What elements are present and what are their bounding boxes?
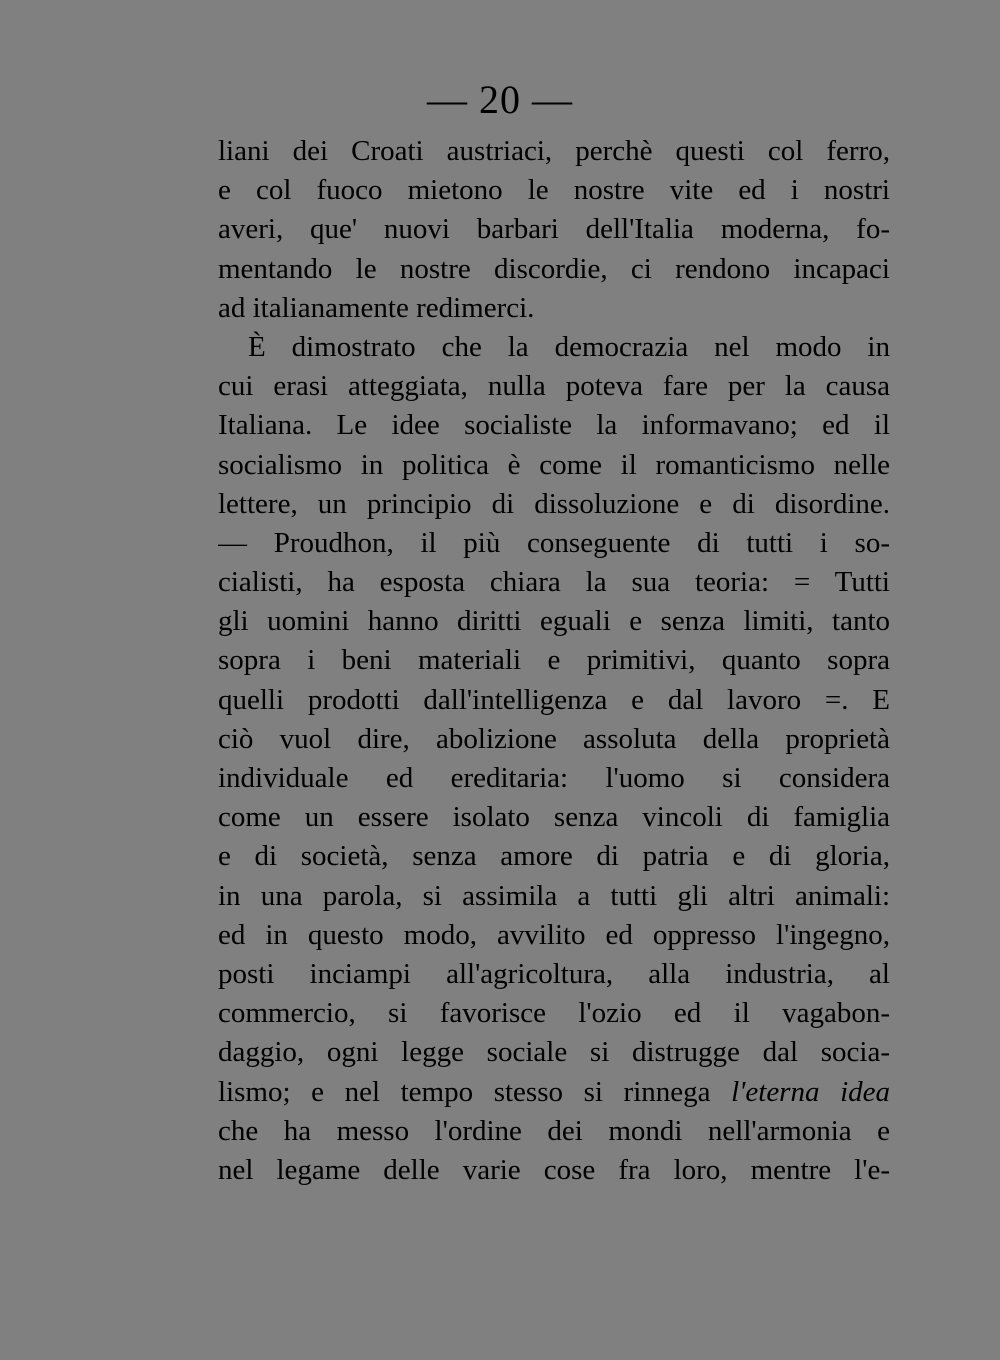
text-line-with-italic (218, 1073, 890, 1112)
text-line: È dimostrato che la democrazia nel modo in (248, 330, 890, 363)
text-line: socialismo in politica è come il romanticismo nelle (218, 448, 890, 481)
text-line: quelli prodotti dall'intelligenza e dal lavoro =. E (218, 683, 890, 716)
text-line: ad italianamente redimerci. (218, 291, 535, 324)
text-line: — Proudhon, il più conseguente di tutti i so- (218, 526, 890, 559)
text-line: liani dei Croati austriaci, perchè questi col ferro, (218, 135, 890, 167)
text-line: e di società, senza amore di patria e di gloria, (218, 840, 890, 873)
text-line-part: lismo; e nel tempo stesso si rinnega (218, 1075, 711, 1108)
text-line: individuale ed ereditaria: l'uomo si considera (218, 762, 890, 794)
text-line: gli uomini hanno diritti eguali e senza limiti, tanto (218, 605, 890, 638)
text-line: ciò vuol dire, abolizione assoluta della proprietà (218, 722, 890, 755)
text-line: che ha messo l'ordine dei mondi nell'armonia e (218, 1114, 890, 1147)
text-line: daggio, ogni legge sociale si distrugge dal socia- (218, 1036, 890, 1069)
text-line: come un essere isolato senza vincoli di famiglia (218, 801, 890, 834)
text-line: nel legame delle varie cose fra loro, mentre l'e- (218, 1153, 890, 1186)
text-line: cialisti, ha esposta chiara la sua teoria: = Tutti (218, 566, 890, 599)
page-number: — 20 — (427, 77, 573, 122)
text-line: e col fuoco mietono le nostre vite ed i nostri (218, 174, 890, 207)
text-line: in una parola, si assimila a tutti gli altri animali: (218, 879, 890, 912)
text-line: cui erasi atteggiata, nulla poteva fare per la causa (218, 370, 890, 403)
text-line: averi, que' nuovi barbari dell'Italia moderna, fo- (218, 213, 890, 246)
text-line: sopra i beni materiali e primitivi, quanto sopra (218, 644, 890, 677)
text-line: posti inciampi all'agricoltura, alla industria, al (218, 957, 890, 990)
italic-phrase: l'eterna idea (731, 1075, 890, 1108)
text-line: Italiana. Le idee socialiste la informavano; ed il (218, 409, 890, 442)
body-text (218, 132, 890, 1190)
text-line: commercio, si favorisce l'ozio ed il vagabon- (218, 997, 890, 1030)
text-line: mentando le nostre discordie, ci rendono incapaci (218, 252, 890, 285)
text-line: ed in questo modo, avvilito ed oppresso l'ingegno, (218, 918, 890, 951)
text-line: lettere, un principio di dissoluzione e di disordine. (218, 487, 890, 520)
